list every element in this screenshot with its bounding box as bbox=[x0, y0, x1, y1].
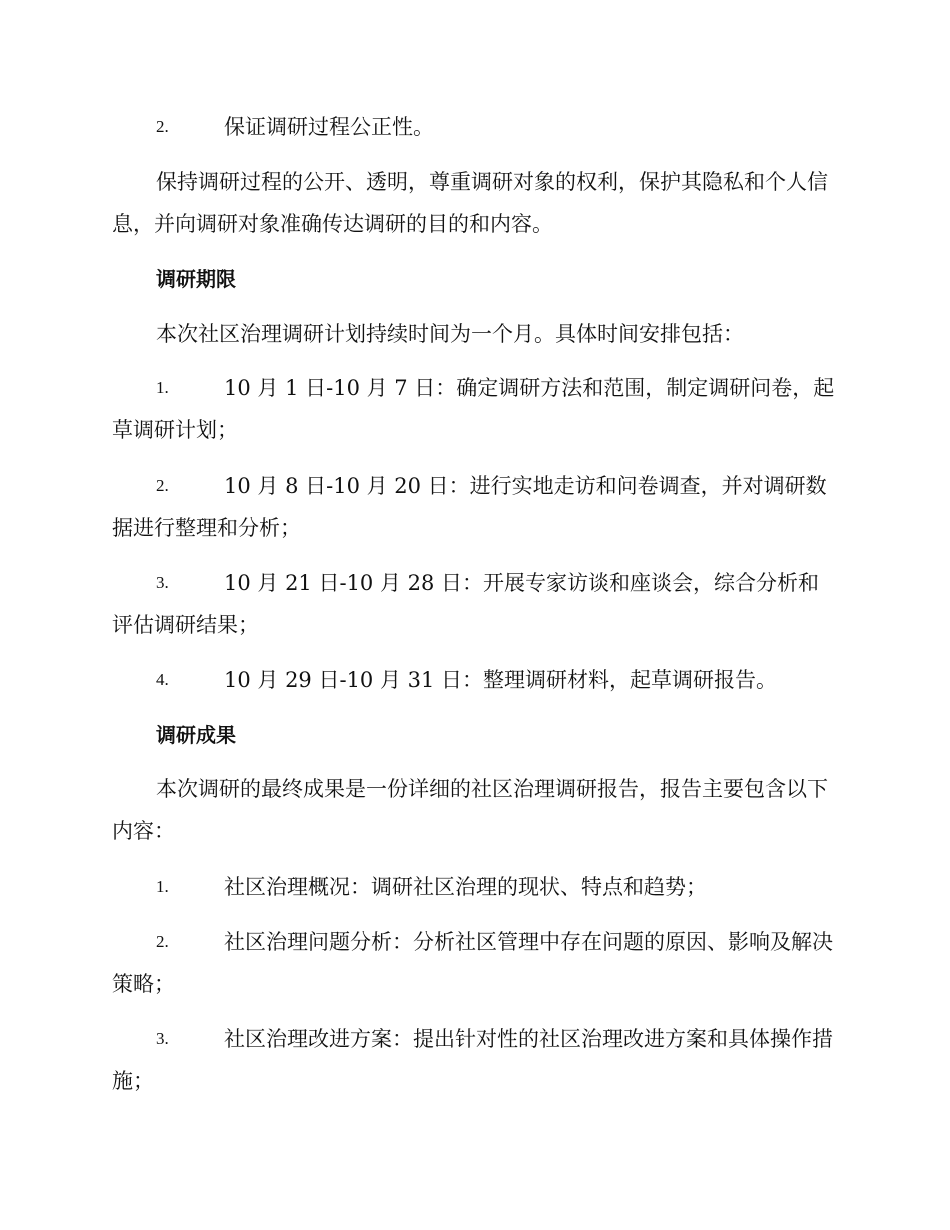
list-text: 保证调研过程公正性。 bbox=[224, 115, 434, 139]
list-text: 10 月 8 日-10 月 20 日：进行实地走访和问卷调查，并对调研数据进行整理和分析； bbox=[112, 474, 827, 540]
list-number: 4. bbox=[156, 670, 169, 689]
list-item bbox=[112, 562, 838, 646]
section-heading: 调研成果 bbox=[156, 723, 236, 747]
list-text: 社区治理概况：调研社区治理的现状、特点和趋势； bbox=[224, 875, 707, 899]
section-heading: 调研期限 bbox=[156, 267, 236, 291]
list-text: 社区治理改进方案：提出针对性的社区治理改进方案和具体操作措施； bbox=[112, 1027, 833, 1093]
list-number: 2. bbox=[156, 476, 169, 495]
list-item bbox=[112, 1018, 838, 1102]
list-text: 社区治理问题分析：分析社区管理中存在问题的原因、影响及解决策略； bbox=[112, 930, 833, 996]
list-item bbox=[112, 465, 838, 549]
list-item bbox=[112, 921, 838, 1005]
list-number: 2. bbox=[156, 932, 169, 951]
list-number: 1. bbox=[156, 877, 169, 896]
list-number: 3. bbox=[156, 1029, 169, 1048]
paragraph: 保持调研过程的公开、透明，尊重调研对象的权利，保护其隐私和个人信息，并向调研对象准确传达调研的目的和内容。 bbox=[112, 170, 828, 236]
paragraph: 本次社区治理调研计划持续时间为一个月。具体时间安排包括： bbox=[156, 322, 744, 346]
list-number: 2. bbox=[156, 117, 169, 136]
list-text: 10 月 29 日-10 月 31 日：整理调研材料，起草调研报告。 bbox=[224, 668, 778, 692]
list-item bbox=[112, 659, 838, 701]
list-text: 10 月 1 日-10 月 7 日：确定调研方法和范围，制定调研问卷，起草调研计划； bbox=[112, 376, 835, 442]
list-number: 1. bbox=[156, 378, 169, 397]
paragraph: 本次调研的最终成果是一份详细的社区治理调研报告，报告主要包含以下内容： bbox=[112, 777, 828, 843]
list-item bbox=[112, 106, 838, 148]
list-item bbox=[112, 866, 838, 908]
list-item bbox=[112, 367, 838, 451]
list-text: 10 月 21 日-10 月 28 日：开展专家访谈和座谈会，综合分析和评估调研结果； bbox=[112, 571, 820, 637]
list-number: 3. bbox=[156, 573, 169, 592]
